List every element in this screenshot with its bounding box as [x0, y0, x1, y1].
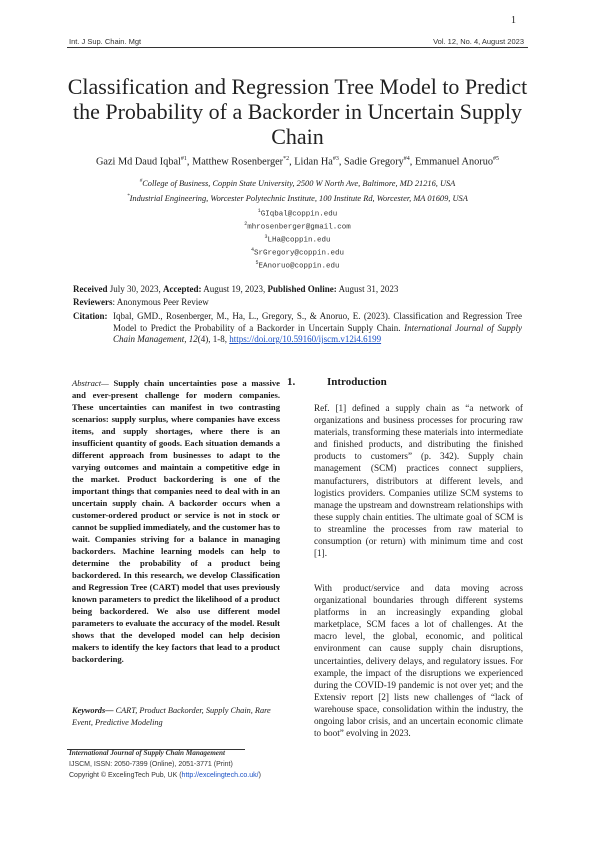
author-separator: ,: [289, 156, 295, 168]
author-separator: ,: [338, 156, 345, 168]
author-email[interactable]: [67, 234, 528, 245]
author-email[interactable]: [67, 247, 528, 258]
email-text: EAnoruo@coppin.edu: [258, 262, 340, 271]
author-name: Lidan Ha: [294, 156, 333, 168]
reviewers-line: Reviewers: Anonymous Peer Review: [73, 297, 209, 307]
abstract: [72, 377, 280, 665]
email-mark: 5: [255, 260, 259, 266]
affiliation: [67, 194, 528, 203]
header-rule: [67, 47, 528, 48]
email-mark: 3: [264, 234, 268, 240]
email-mark: 1: [257, 208, 261, 214]
body-paragraph: Ref. [1] defined a supply chain as “a network of organizations and business processes for procuring raw materials, transforming these materials into intermediate and finished products, and distributing the finished products to customers” (p. 342). Supply chain management (SCM) practices connect suppliers, manufacturers, distributors at different levels, and logistics providers. Companies utilize SCM systems to manage the upstream and downstream relationships with these supply chain entities. The ultimate goal of SCM is to streamline the processes from raw material to consumption (or return) with minimum time and cost [1].: [314, 403, 523, 559]
email-mark: 4: [250, 247, 254, 253]
citation-label: Citation:: [73, 311, 108, 321]
received-label: Received: [73, 284, 108, 294]
author-mark: #1: [180, 156, 187, 162]
author-name: Emmanuel Anoruo: [414, 156, 494, 168]
doi-link[interactable]: https://doi.org/10.59160/ijscm.v12i4.6199: [229, 334, 382, 344]
published-label: Published Online:: [267, 284, 337, 294]
author-name: Sadie Gregory: [344, 156, 404, 168]
email-text: SrGregory@coppin.edu: [254, 249, 345, 258]
email-text: LHa@coppin.edu: [267, 236, 331, 245]
author-mark: #3: [332, 156, 339, 162]
page-number: 1: [511, 15, 516, 26]
affiliation-mark: #: [139, 179, 143, 185]
affiliation-text: College of Business, Coppin State University, 2500 W North Ave, Baltimore, MD 21216, USA: [142, 179, 456, 188]
author-email[interactable]: [67, 260, 528, 271]
affiliation: [67, 179, 528, 188]
author-separator: ,: [409, 156, 415, 168]
reviewers-label: Reviewers: [73, 297, 113, 307]
author-mark: *2: [283, 156, 290, 162]
running-header-volume: Vol. 12, No. 4, August 2023: [433, 37, 524, 46]
section-heading: [287, 376, 387, 388]
publisher-link[interactable]: http://excelingtech.co.uk/: [181, 772, 259, 779]
author-separator: ,: [186, 156, 193, 168]
footer-copyright: [69, 772, 261, 779]
abstract-label: Abstract—: [72, 378, 109, 388]
author-list: [55, 156, 540, 167]
keywords-label: Keywords—: [72, 706, 114, 715]
section-title: Introduction: [327, 376, 387, 388]
email-text: GIqbal@coppin.edu: [260, 210, 338, 219]
citation-issue-pages: (4), 1-8,: [197, 334, 227, 344]
citation-volume: 12: [188, 334, 198, 344]
author-mark: #4: [403, 156, 410, 162]
abstract-text: Supply chain uncertainties pose a massive and ever-present challenge for modern companies. These uncertainties can manifest in two contrasting scenarios: supply surplus, where companies have excess items, and supply shortages, where there is an insufficient quantity of goods. Each situation demands a different approach from businesses to adapt to the varying outcomes and maintain a competitive edge in the market. Product backordering is one of the important things that companies need to deal with in an uncertain supply chain. A backorder occurs when a customer-ordered product or service is not in stock or cannot be supplied immediately, and the customer has to wait. Companies striving for a balance in managing backorders. Machine learning models can help to determine the probability of a product being backordered. In this research, we develop Classification and Regression Tree (CART) model that uses previously known parameters to predict the likelihood of a product being backordered. We also use different model parameters to evaluate the accuracy of the model. Result shows that the developed model can help decision makers to identify the key factors that lead to a product backordering.: [72, 378, 280, 664]
footer-issn: IJSCM, ISSN: 2050-7399 (Online), 2051-3771 (Print): [69, 761, 233, 768]
body-paragraph: With product/service and data moving across organizational boundaries through different systems platforms in an increasingly expanding global marketplace, SCM faces a lot of challenges. At the macro level, the global, economic, and political environment can cause supply chain disruptions, uncertainties, delivery delays, and regulatory issues. For example, the impact of the disruptions we experienced during the COVID-19 pandemic is not over yet; and the Extensiv report [2] lists new challenges of “lack of warehouse space, consolidation within the industry, the ongoing labor crisis, and an uncertain economic climate to boot” evolving in 2023.: [314, 583, 523, 739]
author-mark: #5: [493, 156, 500, 162]
copyright-text: Copyright © ExcelingTech Pub, UK (: [69, 772, 182, 779]
citation-journal: International Journal of Supply Chain Management: [113, 322, 522, 344]
author-name: Gazi Md Daud Iqbal: [95, 156, 181, 168]
accepted-label: Accepted:: [163, 284, 202, 294]
running-header-journal: Int. J Sup. Chain. Mgt: [69, 37, 142, 46]
published-date: August 31, 2023: [338, 284, 399, 294]
paper-title: Classification and Regression Tree Model to Predict the Probability of a Backorder in Uncertain Supply Chain: [67, 74, 528, 149]
copyright-close: ): [258, 772, 261, 779]
affiliation-mark: *: [127, 194, 130, 200]
citation-text: Iqbal, GMD., Rosenberger, M., Ha, L., Gregory, S., & Anoruo, E. (2023). Classification and Regression Tree Model to Predict the Probability of a Backorder in Uncertain Supply Chain. International Journal of Supply Chain Management, 12(4), 1-8, https://doi.org/10.59160/ijscm.v12i4.6199: [113, 311, 522, 344]
author-email[interactable]: [67, 221, 528, 232]
email-text: mhrosenberger@gmail.com: [247, 223, 351, 232]
email-mark: 2: [244, 221, 248, 227]
reviewers-value: Anonymous Peer Review: [116, 297, 209, 307]
section-number: 1.: [287, 376, 296, 388]
author-name: Matthew Rosenberger: [192, 156, 284, 168]
affiliation-text: Industrial Engineering, Worcester Polytechnic Institute, 100 Institute Rd, Worcester, MA 01609, USA: [129, 194, 468, 203]
accepted-date: August 19, 2023: [203, 284, 264, 294]
author-email[interactable]: [67, 208, 528, 219]
publication-dates: Received July 30, 2023, Accepted: August 19, 2023, Published Online: August 31, 2023: [73, 284, 399, 294]
footer-journal: International Journal of Supply Chain Management: [69, 749, 225, 757]
received-date: July 30, 2023: [109, 284, 159, 294]
keywords: [72, 705, 280, 729]
keywords-text: CART, Product Backorder, Supply Chain, Rare Event, Predictive Modeling: [72, 706, 271, 727]
citation-body: Iqbal, GMD., Rosenberger, M., Ha, L., Gregory, S., & Anoruo, E. (2023). Classification and Regression Tree Model to Predict the Probability of a Backorder in Uncertain Supply Chain.: [113, 311, 522, 333]
